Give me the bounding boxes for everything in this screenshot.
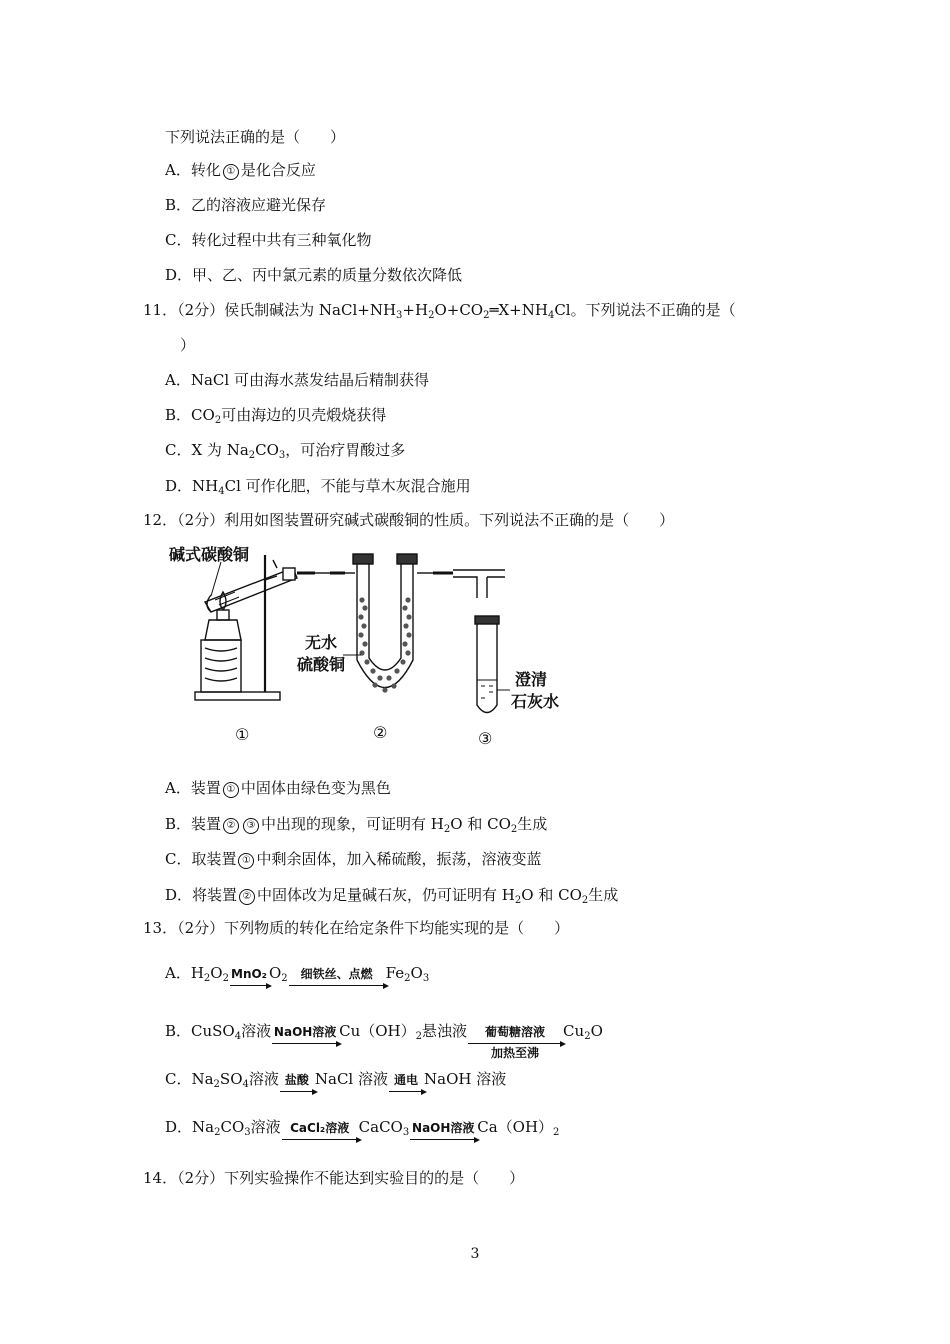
q10-option-b: B．乙的溶液应避光保存 — [165, 196, 327, 214]
arrow-glucose: 葡萄糖溶液 加热至沸 — [468, 1025, 562, 1044]
q13-option-c: C．$Na_2SO_4$溶液 盐酸 NaCl 溶液 通电 NaOH 溶液 — [165, 1070, 507, 1090]
q12-stem: 12．（2分）利用如图装置研究碱式碳酸铜的性质。下列说法不正确的是（ ） — [143, 511, 675, 529]
apparatus-figure — [165, 540, 585, 750]
label-device-2: ② — [373, 723, 388, 742]
q10-stem: 下列说法正确的是（ ） — [165, 128, 346, 146]
q11-stem: 11．（2分）侯氏制碱法为 $NaCl+NH_3+H_2O+CO_2═X+NH_4Cl$。下列说法不正确的是（ — [143, 301, 736, 321]
q11-stem-cont: ） — [180, 336, 196, 354]
q14-stem: 14．（2分）下列实验操作不能达到实验目的的是（ ） — [143, 1169, 525, 1187]
label-device-3: ③ — [478, 729, 493, 748]
q13-option-d: D．$Na_2CO_3$溶液 CaCl₂溶液 CaCO$_3$ NaOH溶液 $Ca(OH)_2$ — [165, 1118, 560, 1138]
q10-option-d: D．甲、乙、丙中氯元素的质量分数依次降低 — [165, 266, 463, 284]
label-clear: 澄清 — [515, 670, 548, 689]
q13-stem: 13．（2分）下列物质的转化在给定条件下均能实现的是（ ） — [143, 919, 570, 937]
q13-option-b: B．CuSO$_4$溶液 NaOH溶液 $Cu(OH)_2$悬浊液 葡萄糖溶液 加热至沸 $Cu_2O$ — [165, 1022, 603, 1060]
label-copper-sulfate: 硫酸铜 — [297, 655, 346, 674]
label-device-1: ① — [235, 725, 250, 744]
q12-option-c: C．取装置 ① 中剩余固体，加入稀硫酸，振荡，溶液变蓝 — [165, 850, 542, 868]
arrow-electrolysis: 通电 — [389, 1073, 423, 1092]
q12-option-d: D．将装置 ② 中固体改为足量碱石灰，仍可证明有 $H_2O$ 和 $CO_2$生成 — [165, 886, 619, 906]
page-number: 3 — [470, 1246, 480, 1262]
q10-option-a: A．转化 ① 是化合反应 — [165, 161, 316, 179]
q11-option-b: B．$CO_2$可由海边的贝壳煅烧获得 — [165, 406, 387, 426]
label-limewater: 石灰水 — [511, 692, 560, 711]
q12-option-b: B．装置 ② ③ 中出现的现象，可证明有 $H_2O$ 和 $CO_2$生成 — [165, 815, 548, 835]
label-basic-copper-carbonate: 碱式碳酸铜 — [169, 545, 250, 564]
q11-option-c: C．X 为 $Na_2CO_3$，可治疗胃酸过多 — [165, 441, 406, 461]
q11-option-a: A．NaCl 可由海水蒸发结晶后精制获得 — [165, 371, 429, 389]
q12-option-a: A．装置 ① 中固体由绿色变为黑色 — [165, 779, 391, 797]
arrow-iron-wire: 细铁丝、点燃 — [289, 967, 385, 986]
arrow-mno2: MnO₂ — [230, 967, 268, 986]
arrow-cacl2: CaCl₂溶液 — [282, 1121, 358, 1140]
q10-option-c: C．转化过程中共有三种氧化物 — [165, 231, 372, 249]
arrow-naoh: NaOH溶液 — [410, 1121, 476, 1140]
arrow-naoh-solution: NaOH溶液 — [272, 1025, 338, 1044]
q13-option-a: A．$H_2O_2$ MnO₂ $O_2$ 细铁丝、点燃 $Fe_2O_3$ — [165, 964, 430, 984]
arrow-hcl: 盐酸 — [280, 1073, 314, 1092]
q11-option-d: D．$NH_4Cl$ 可作化肥，不能与草木灰混合施用 — [165, 477, 471, 497]
label-anhydrous: 无水 — [305, 633, 338, 652]
